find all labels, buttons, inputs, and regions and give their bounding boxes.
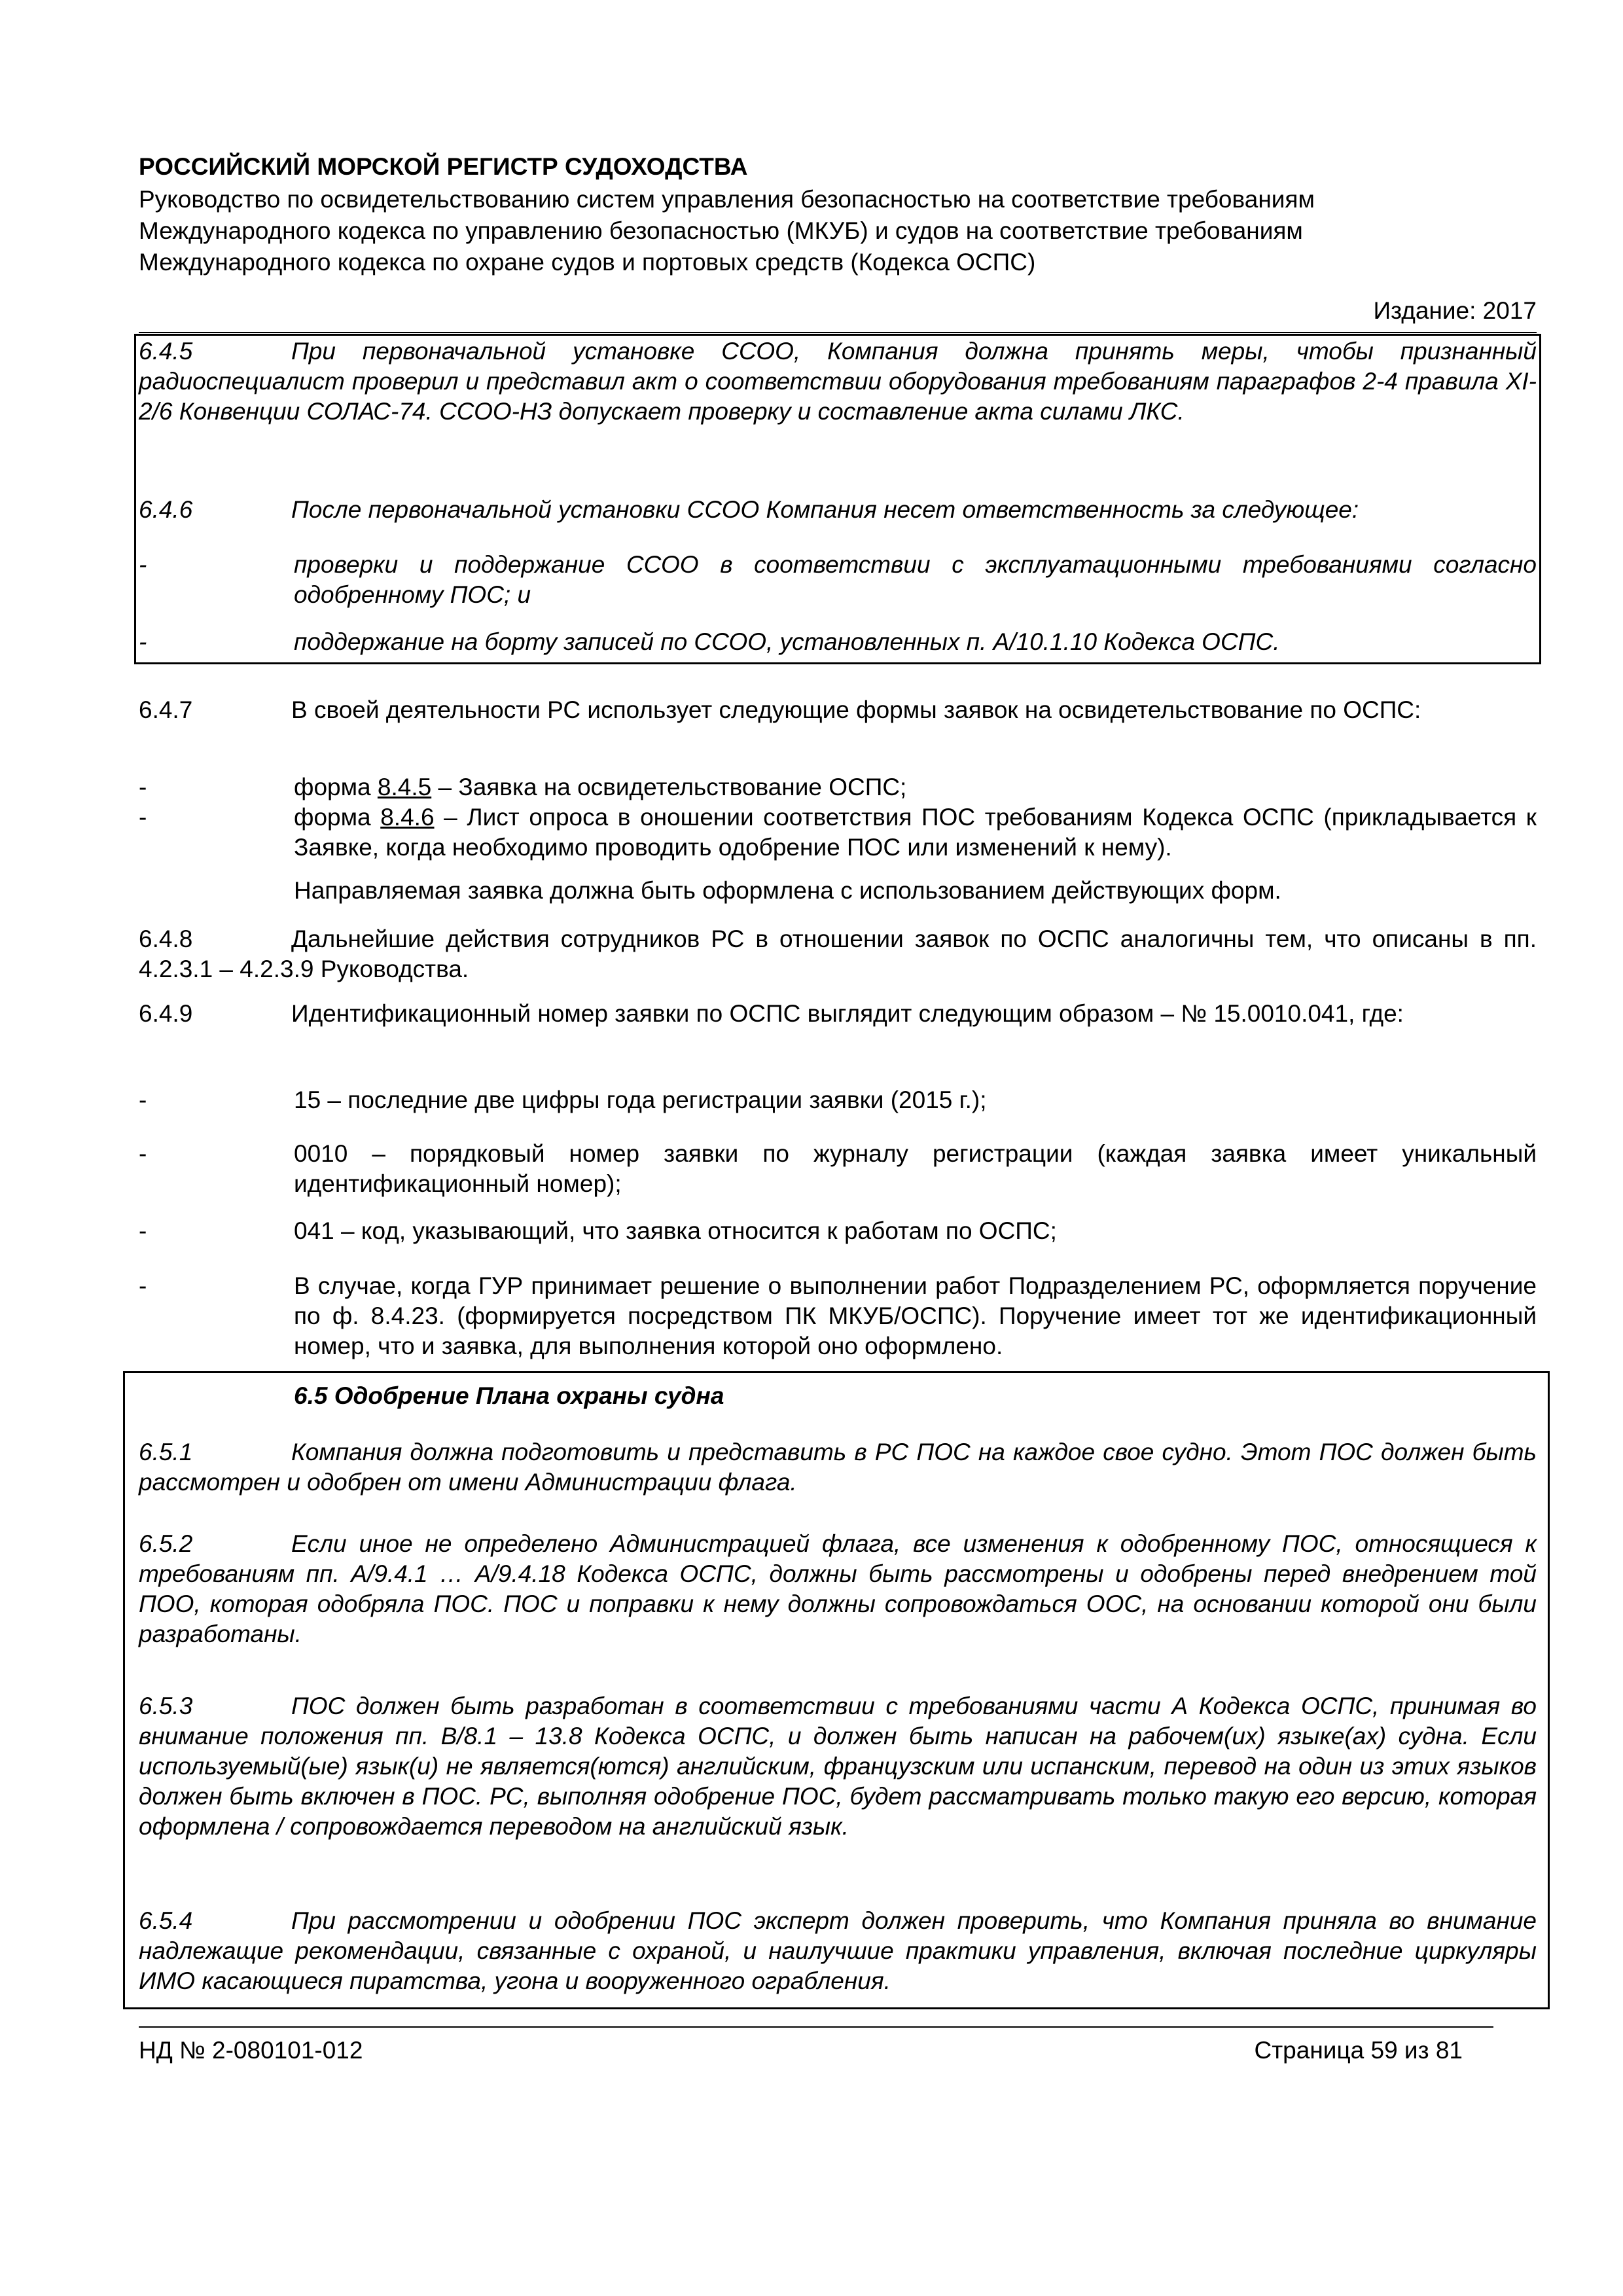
paragraph-text: ПОС должен быть разработан в соответствии с требованиями части А Кодекса ОСПС, принимая во внимание положения пп. В/8.1 – 13.8 Кодекса ОСПС, и должен быть написан на рабочем(их) языке(ах) судна. Если используемый(ые) язык(и) не является(ются) английским, французским или испанским, перевод на один из этих языков должен быть включен в ПОС. РС, выполняя одобрение ПОС, будет рассматривать только такую его версию, которая оформлена / сопровождается переводом на английский язык. (139, 1693, 1537, 1840)
paragraph-text: При рассмотрении и одобрении ПОС эксперт должен проверить, что Компания приняла во внимание надлежащие рекомендации, связанные с охраной, и наилучшие практики управления, включая последние циркуляры ИМО касающиеся пиратства, угона и вооруженного ограбления. (139, 1907, 1537, 1994)
list-item: - проверки и поддержание ССОО в соответствии с эксплуатационными требованиями согласно одобренному ПОС; и (139, 551, 1537, 608)
paragraph-number: 6.5.2 (139, 1530, 193, 1557)
paragraph-6-4-6 (139, 495, 1537, 525)
list-item: - форма 8.4.5 – Заявка на освидетельствование ОСПС; (139, 774, 907, 800)
paragraph-text: При первоначальной установке ССОО, Компания должна принять меры, чтобы признанный радиоспециалист проверил и представил акт о соответствии оборудования требованиям параграфов 2-4 правила XI-2/6 Конвенции СОЛАС-74. ССОО-НЗ допускает проверку и составление акта силами ЛКС. (139, 338, 1537, 425)
page-number: Страница 59 из 81 (1254, 2037, 1463, 2064)
paragraph-text: Идентификационный номер заявки по ОСПС выглядит следующим образом – № 15.0010.041, где: (291, 1000, 1404, 1027)
paragraph-text: Дальнейшие действия сотрудников РС в отношении заявок по ОСПС аналогичны тем, что описаны в пп. 4.2.3.1 – 4.2.3.9 Руководства. (139, 925, 1537, 982)
paragraph-6-4-7 (139, 695, 1537, 725)
paragraph-number: 6.4.8 (139, 925, 193, 952)
form-link-8-4-6[interactable]: 8.4.6 (380, 804, 435, 831)
guide-title-line-3: Международного кодекса по охране судов и портовых средств (Кодекса ОСПС) (139, 249, 1036, 276)
document-number: НД № 2-080101-012 (139, 2037, 363, 2064)
paragraph-6-5-2 (139, 1529, 1537, 1649)
footer-rule (139, 2026, 1493, 2028)
paragraph-number: 6.4.7 (139, 696, 193, 723)
org-title: РОССИЙСКИЙ МОРСКОЙ РЕГИСТР СУДОХОДСТВА (139, 153, 748, 180)
edition-label: Издание: 2017 (1373, 297, 1537, 324)
paragraph-text: После первоначальной установки ССОО Компания несет ответственность за следующее: (291, 496, 1359, 523)
paragraph-6-5-1 (139, 1437, 1537, 1498)
paragraph-6-4-9 (139, 999, 1537, 1029)
paragraph-number: 6.5.3 (139, 1693, 193, 1719)
paragraph-6-4-8 (139, 924, 1537, 984)
paragraph-text: Если иное не определено Администрацией флага, все изменения к одобренному ПОС, относящиеся к требованиям пп. А/9.4.1 … А/9.4.18 Кодекса ОСПС, должны быть рассмотрены и одобрены перед внедрением той ПОО, которая одобряла ПОС. ПОС и поправки к нему должны сопровождаться ООС, на основании которой они были разработаны. (139, 1530, 1537, 1647)
form-link-8-4-5[interactable]: 8.4.5 (377, 774, 432, 800)
guide-title-line-1: Руководство по освидетельствованию систем управления безопасностью на соответствие требованиям (139, 186, 1315, 213)
paragraph-number: 6.4.9 (139, 1000, 193, 1027)
list-item: - 041 – код, указывающий, что заявка относится к работам по ОСПС; (139, 1217, 1057, 1244)
section-heading-6-5: 6.5 Одобрение Плана охраны судна (294, 1382, 724, 1409)
paragraph-number: 6.5.1 (139, 1439, 193, 1465)
form-note: Направляемая заявка должна быть оформлена с использованием действующих форм. (294, 877, 1281, 904)
paragraph-6-4-5 (139, 336, 1537, 427)
list-item: - поддержание на борту записей по ССОО, установленных п. А/10.1.10 Кодекса ОСПС. (139, 628, 1280, 655)
paragraph-6-5-4 (139, 1906, 1537, 1996)
paragraph-6-5-3 (139, 1691, 1537, 1842)
paragraph-number: 6.4.6 (139, 496, 193, 523)
paragraph-number: 6.5.4 (139, 1907, 193, 1934)
list-item: - 0010 – порядковый номер заявки по журналу регистрации (каждая заявка имеет уникальный идентификационный номер); (139, 1140, 1537, 1197)
list-item: - 15 – последние две цифры года регистрации заявки (2015 г.); (139, 1086, 987, 1113)
guide-title-line-2: Международного кодекса по управлению безопасностью (МКУБ) и судов на соответствие требованиям (139, 217, 1303, 244)
list-item: - В случае, когда ГУР принимает решение о выполнении работ Подразделением РС, оформляется поручение по ф. 8.4.23. (формируется посредством ПК МКУБ/ОСПС). Поручение имеет тот же идентификационный номер, что и заявка, для выполнения которой оно оформлено. (139, 1272, 1537, 1359)
paragraph-number: 6.4.5 (139, 338, 193, 365)
paragraph-text: В своей деятельности РС использует следующие формы заявок на освидетельствование по ОСПС: (291, 696, 1421, 723)
header-rule (139, 332, 1537, 333)
list-item: - форма 8.4.6 – Лист опроса в оношении соответствия ПОС требованиям Кодекса ОСПС (прикладывается к Заявке, когда необходимо проводить одобрение ПОС или изменений к нему). (139, 804, 1537, 861)
paragraph-text: Компания должна подготовить и представить в РС ПОС на каждое свое судно. Этот ПОС должен быть рассмотрен и одобрен от имени Администрации флага. (139, 1439, 1537, 1496)
